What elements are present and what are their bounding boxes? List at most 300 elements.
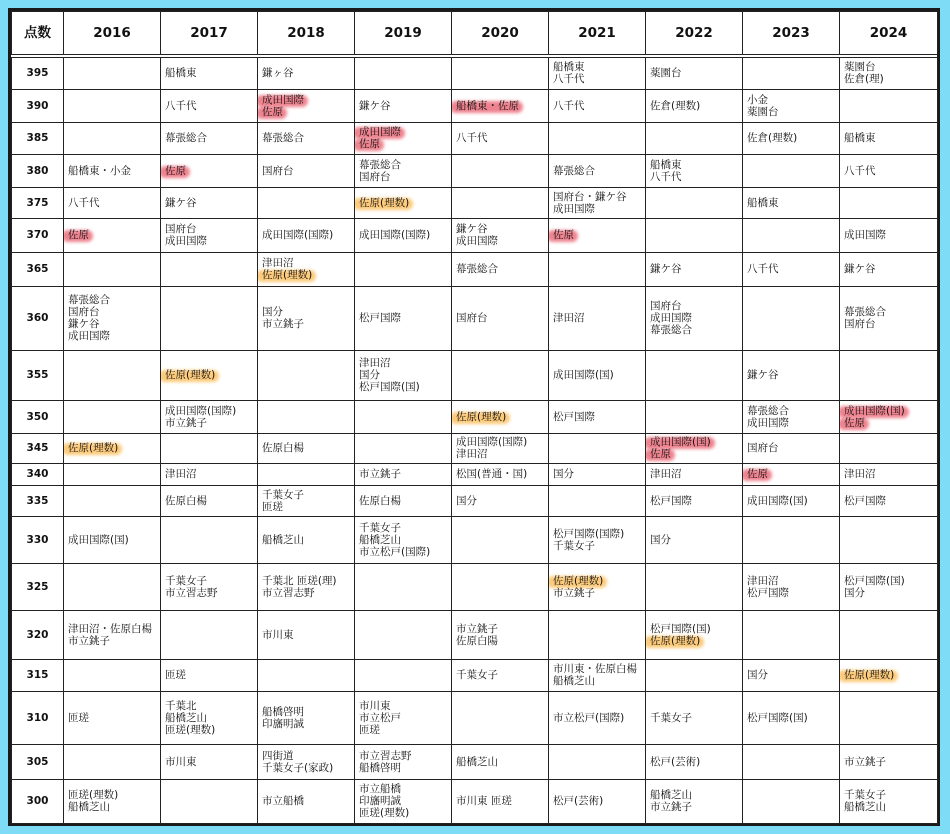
- school-cell: [161, 252, 258, 286]
- school-entry: [650, 100, 738, 112]
- school-entry: [359, 762, 447, 774]
- school-entry: [456, 635, 544, 647]
- school-cell: [64, 154, 161, 187]
- score-row: [12, 463, 938, 485]
- school-name: 佐倉(理数): [747, 132, 798, 144]
- school-entry: [650, 468, 738, 480]
- school-name: 八千代: [650, 170, 682, 183]
- school-cell: [743, 485, 840, 516]
- school-cell: [258, 744, 355, 779]
- school-entry: [747, 106, 835, 118]
- school-cell: [355, 154, 452, 187]
- highlighted-school-name: 佐原(理数): [650, 634, 701, 647]
- school-cell: [646, 433, 743, 463]
- school-name: 幕張総合: [359, 158, 401, 171]
- school-name: 船橋芝山: [844, 801, 886, 813]
- school-entry: [262, 706, 350, 718]
- school-cell: [355, 563, 452, 610]
- school-entry: [747, 587, 835, 599]
- score-table-body: [12, 56, 938, 823]
- school-entry: [456, 623, 544, 635]
- school-cell: [161, 744, 258, 779]
- school-name: 船橋芝山: [262, 533, 304, 546]
- school-entry: [262, 534, 350, 546]
- school-entry: [553, 540, 641, 552]
- school-name: 松戸(芸術): [553, 795, 604, 807]
- school-cell: [452, 744, 549, 779]
- school-name: 船橋啓明: [262, 705, 304, 718]
- school-cell: [452, 218, 549, 252]
- school-name: 四街道: [262, 749, 294, 762]
- school-name: 国府台: [456, 312, 488, 324]
- school-entry: [747, 442, 835, 454]
- school-cell: [355, 286, 452, 350]
- school-name: 幕張総合: [262, 132, 304, 144]
- school-entry: [456, 263, 544, 275]
- school-cell: [161, 350, 258, 400]
- school-name: 匝瑳: [165, 669, 186, 681]
- school-name: 千葉女子: [844, 789, 886, 801]
- school-name: 国府台: [844, 318, 876, 330]
- school-entry: [747, 417, 835, 429]
- school-name: 船橋東: [553, 61, 585, 74]
- school-entry: [359, 171, 447, 183]
- school-cell: [840, 218, 938, 252]
- score-row: [12, 286, 938, 350]
- school-entry: [553, 795, 641, 807]
- school-name: 薬園台: [747, 105, 779, 118]
- school-cell: [161, 154, 258, 187]
- highlighted-school-name: 佐原(理数): [456, 410, 507, 423]
- school-entry: [262, 257, 350, 269]
- score-cell: 360: [12, 286, 64, 350]
- school-name: 成田国際: [456, 235, 498, 247]
- school-cell: [258, 563, 355, 610]
- score-cell: 365: [12, 252, 64, 286]
- school-entry: [553, 411, 641, 423]
- school-cell: [549, 516, 646, 563]
- school-entry: [165, 235, 253, 247]
- score-row: [12, 122, 938, 154]
- school-cell: [258, 187, 355, 218]
- school-cell: [743, 433, 840, 463]
- school-cell: [840, 433, 938, 463]
- school-name: 成田国際(国): [68, 533, 129, 546]
- school-cell: [549, 779, 646, 823]
- school-name: 成田国際: [747, 416, 789, 429]
- school-entry: [68, 294, 156, 306]
- score-table-frame: [8, 8, 940, 826]
- school-cell: [743, 779, 840, 823]
- highlighted-school-name: 佐原: [844, 416, 865, 429]
- school-entry: [262, 67, 350, 79]
- school-cell: [355, 744, 452, 779]
- school-cell: [840, 744, 938, 779]
- school-name: 市立習志野: [262, 586, 315, 599]
- school-entry: [359, 138, 447, 150]
- school-cell: [549, 154, 646, 187]
- school-entry: [650, 712, 738, 724]
- school-cell: [840, 516, 938, 563]
- score-row: [12, 563, 938, 610]
- school-entry: [747, 132, 835, 144]
- school-cell: [840, 252, 938, 286]
- school-name: 船橋東: [844, 132, 876, 144]
- school-cell: [646, 485, 743, 516]
- school-entry: [262, 489, 350, 501]
- school-name: 佐原白陽: [456, 634, 498, 647]
- school-cell: [646, 563, 743, 610]
- school-cell: [743, 350, 840, 400]
- school-cell: [743, 610, 840, 659]
- school-entry: [359, 369, 447, 381]
- school-name: 国府台: [747, 442, 779, 454]
- school-cell: [355, 485, 452, 516]
- school-entry: [844, 756, 933, 768]
- school-entry: [553, 73, 641, 85]
- school-entry: [844, 669, 933, 681]
- school-name: 松戸国際: [844, 494, 886, 507]
- school-cell: [258, 56, 355, 89]
- school-cell: [452, 400, 549, 433]
- school-name: 幕張総合: [650, 324, 692, 336]
- score-cell: 325: [12, 563, 64, 610]
- school-name: 津田沼・佐原白楊: [68, 622, 152, 635]
- school-name: 国分: [844, 586, 865, 599]
- school-cell: [743, 252, 840, 286]
- highlighted-school-name: 佐原: [165, 164, 186, 177]
- school-cell: [258, 89, 355, 122]
- school-cell: [452, 187, 549, 218]
- highlighted-school-name: 佐原(理数): [359, 196, 410, 209]
- school-cell: [64, 252, 161, 286]
- score-row: [12, 252, 938, 286]
- school-entry: [165, 756, 253, 768]
- school-entry: [650, 159, 738, 171]
- school-cell: [64, 218, 161, 252]
- school-entry: [844, 801, 933, 813]
- school-cell: [355, 610, 452, 659]
- school-name: 津田沼: [747, 574, 779, 587]
- school-cell: [355, 463, 452, 485]
- school-entry: [359, 700, 447, 712]
- school-cell: [64, 610, 161, 659]
- score-cell: 390: [12, 89, 64, 122]
- school-name: 船橋東・小金: [68, 164, 131, 177]
- score-cell: 300: [12, 779, 64, 823]
- score-row: [12, 659, 938, 691]
- school-entry: [262, 94, 350, 106]
- school-name: 成田国際(国際): [359, 229, 431, 241]
- school-entry: [456, 100, 544, 112]
- school-name: 成田国際(国): [747, 494, 808, 507]
- school-name: 津田沼: [165, 468, 197, 480]
- school-entry: [650, 324, 738, 336]
- year-header: 2024: [840, 12, 938, 57]
- school-cell: [840, 659, 938, 691]
- school-name: 市立銚子: [553, 586, 595, 599]
- school-cell: [64, 463, 161, 485]
- school-name: 千葉女子: [165, 574, 207, 587]
- score-table: [11, 11, 938, 824]
- score-row: [12, 350, 938, 400]
- school-cell: [258, 400, 355, 433]
- school-cell: [258, 610, 355, 659]
- school-cell: [743, 89, 840, 122]
- school-name: 松戸国際: [650, 494, 692, 507]
- school-name: 小金: [747, 93, 768, 106]
- school-cell: [743, 218, 840, 252]
- school-name: 成田国際: [165, 235, 207, 247]
- school-entry: [650, 756, 738, 768]
- school-name: 市立銚子: [650, 801, 692, 813]
- school-entry: [844, 417, 933, 429]
- school-cell: [549, 89, 646, 122]
- school-cell: [840, 400, 938, 433]
- highlighted-school-name: 佐原: [359, 138, 380, 150]
- school-entry: [844, 789, 933, 801]
- school-cell: [452, 122, 549, 154]
- school-entry: [553, 203, 641, 215]
- school-name: 薬園台: [844, 61, 876, 74]
- school-name: 船橋芝山: [456, 755, 498, 768]
- school-name: 匝瑳: [359, 723, 380, 736]
- school-cell: [549, 286, 646, 350]
- school-name: 鎌ケ谷: [359, 99, 391, 112]
- school-name: 松戸国際: [747, 586, 789, 599]
- score-cell: 385: [12, 122, 64, 154]
- highlighted-school-name: 成田国際: [359, 126, 401, 138]
- score-row: [12, 400, 938, 433]
- school-name: 市立船橋: [359, 783, 401, 795]
- school-name: 船橋芝山: [650, 789, 692, 801]
- school-cell: [549, 56, 646, 89]
- school-cell: [549, 659, 646, 691]
- school-cell: [64, 187, 161, 218]
- school-name: 松戸国際(国): [747, 711, 808, 724]
- score-cell: 330: [12, 516, 64, 563]
- school-name: 津田沼: [456, 448, 488, 460]
- school-entry: [650, 534, 738, 546]
- school-entry: [844, 61, 933, 73]
- school-entry: [68, 165, 156, 177]
- school-entry: [165, 575, 253, 587]
- school-name: 国府台: [68, 306, 100, 318]
- school-cell: [840, 610, 938, 659]
- school-cell: [840, 187, 938, 218]
- school-entry: [68, 635, 156, 647]
- school-entry: [844, 575, 933, 587]
- school-entry: [456, 312, 544, 324]
- school-name: 八千代: [68, 196, 100, 209]
- school-entry: [68, 229, 156, 241]
- school-name: 匝瑳(理数): [165, 723, 216, 736]
- school-cell: [258, 154, 355, 187]
- school-cell: [840, 56, 938, 89]
- school-cell: [258, 350, 355, 400]
- score-row: [12, 89, 938, 122]
- school-entry: [359, 100, 447, 112]
- school-name: 松国(普通・国): [456, 468, 528, 480]
- highlighted-school-name: 成田国際(国): [844, 404, 905, 417]
- school-cell: [161, 659, 258, 691]
- score-row: [12, 187, 938, 218]
- score-column-header: 点数: [12, 12, 64, 57]
- school-entry: [747, 369, 835, 381]
- school-entry: [844, 318, 933, 330]
- highlighted-school-name: 成田国際(国): [650, 436, 711, 448]
- school-cell: [258, 659, 355, 691]
- school-entry: [262, 795, 350, 807]
- school-name: 船橋芝山: [68, 801, 110, 813]
- school-name: 松戸国際(国際): [553, 527, 625, 540]
- school-name: 千葉女子: [262, 488, 304, 501]
- school-entry: [747, 495, 835, 507]
- school-entry: [262, 718, 350, 730]
- school-cell: [64, 56, 161, 89]
- school-entry: [262, 442, 350, 454]
- highlighted-school-name: 佐原(理数): [844, 669, 895, 681]
- school-name: 成田国際(国際): [456, 436, 528, 448]
- school-entry: [359, 381, 447, 393]
- year-header: 2016: [64, 12, 161, 57]
- school-cell: [258, 218, 355, 252]
- highlighted-school-name: 佐原(理数): [165, 369, 216, 381]
- school-cell: [258, 516, 355, 563]
- school-entry: [359, 750, 447, 762]
- school-entry: [456, 468, 544, 480]
- school-name: 市立松戸(国際): [553, 711, 625, 724]
- school-cell: [549, 218, 646, 252]
- school-name: 国分: [650, 533, 671, 546]
- school-name: 市川東 匝瑳: [456, 795, 512, 807]
- school-entry: [165, 495, 253, 507]
- school-cell: [64, 563, 161, 610]
- school-entry: [844, 587, 933, 599]
- school-entry: [262, 762, 350, 774]
- school-cell: [258, 286, 355, 350]
- school-name: 国分: [456, 494, 477, 507]
- school-cell: [646, 659, 743, 691]
- school-entry: [165, 223, 253, 235]
- school-entry: [650, 436, 738, 448]
- school-cell: [743, 286, 840, 350]
- school-name: 国分: [359, 369, 380, 381]
- school-cell: [840, 286, 938, 350]
- school-cell: [646, 154, 743, 187]
- school-entry: [553, 229, 641, 241]
- school-entry: [262, 229, 350, 241]
- school-cell: [646, 89, 743, 122]
- school-name: 松戸国際(国): [650, 622, 711, 635]
- year-header: 2022: [646, 12, 743, 57]
- school-entry: [262, 575, 350, 587]
- school-name: 市川東・佐原白楊: [553, 663, 637, 675]
- school-name: 八千代: [553, 99, 585, 112]
- score-cell: 315: [12, 659, 64, 691]
- year-header: 2019: [355, 12, 452, 57]
- year-header: 2023: [743, 12, 840, 57]
- school-entry: [844, 495, 933, 507]
- school-entry: [844, 132, 933, 144]
- school-name: 船橋啓明: [359, 761, 401, 774]
- highlighted-school-name: 成田国際: [262, 93, 304, 106]
- school-cell: [355, 122, 452, 154]
- school-name: 佐倉(理数): [650, 99, 701, 112]
- school-entry: [68, 789, 156, 801]
- year-header: 2020: [452, 12, 549, 57]
- school-cell: [64, 286, 161, 350]
- school-name: 市立船橋: [262, 795, 304, 807]
- school-cell: [64, 350, 161, 400]
- school-entry: [456, 235, 544, 247]
- school-entry: [650, 171, 738, 183]
- school-cell: [64, 744, 161, 779]
- school-cell: [452, 286, 549, 350]
- school-entry: [553, 61, 641, 73]
- school-cell: [840, 691, 938, 744]
- school-entry: [359, 126, 447, 138]
- school-name: 市立銚子: [844, 755, 886, 768]
- school-name: 鎌ケ谷: [747, 369, 779, 381]
- school-cell: [161, 286, 258, 350]
- school-entry: [68, 623, 156, 635]
- school-name: 成田国際: [844, 229, 886, 241]
- school-entry: [68, 306, 156, 318]
- school-cell: [840, 563, 938, 610]
- school-entry: [165, 417, 253, 429]
- school-cell: [452, 89, 549, 122]
- school-entry: [456, 669, 544, 681]
- school-cell: [161, 187, 258, 218]
- school-cell: [743, 154, 840, 187]
- school-cell: [549, 400, 646, 433]
- school-cell: [355, 252, 452, 286]
- school-name: 千葉女子: [553, 539, 595, 552]
- highlighted-school-name: 佐原: [68, 229, 89, 241]
- school-cell: [161, 56, 258, 89]
- school-name: 印旛明誠: [359, 795, 401, 807]
- school-cell: [161, 779, 258, 823]
- school-cell: [840, 154, 938, 187]
- school-cell: [64, 516, 161, 563]
- school-name: 成田国際(国): [553, 369, 614, 381]
- school-cell: [549, 610, 646, 659]
- school-name: 船橋芝山: [553, 675, 595, 687]
- school-name: 幕張総合: [747, 404, 789, 417]
- school-entry: [844, 263, 933, 275]
- highlighted-school-name: 佐原(理数): [68, 442, 119, 454]
- school-cell: [64, 400, 161, 433]
- school-cell: [355, 691, 452, 744]
- school-entry: [165, 165, 253, 177]
- school-cell: [355, 56, 452, 89]
- school-name: 船橋東: [650, 158, 682, 171]
- school-entry: [165, 587, 253, 599]
- school-name: 印旛明誠: [262, 717, 304, 730]
- school-cell: [355, 779, 452, 823]
- school-entry: [650, 300, 738, 312]
- school-cell: [646, 744, 743, 779]
- school-entry: [650, 623, 738, 635]
- school-cell: [452, 563, 549, 610]
- school-cell: [743, 516, 840, 563]
- school-cell: [743, 187, 840, 218]
- school-entry: [456, 411, 544, 423]
- year-header: 2017: [161, 12, 258, 57]
- school-cell: [64, 122, 161, 154]
- school-cell: [840, 485, 938, 516]
